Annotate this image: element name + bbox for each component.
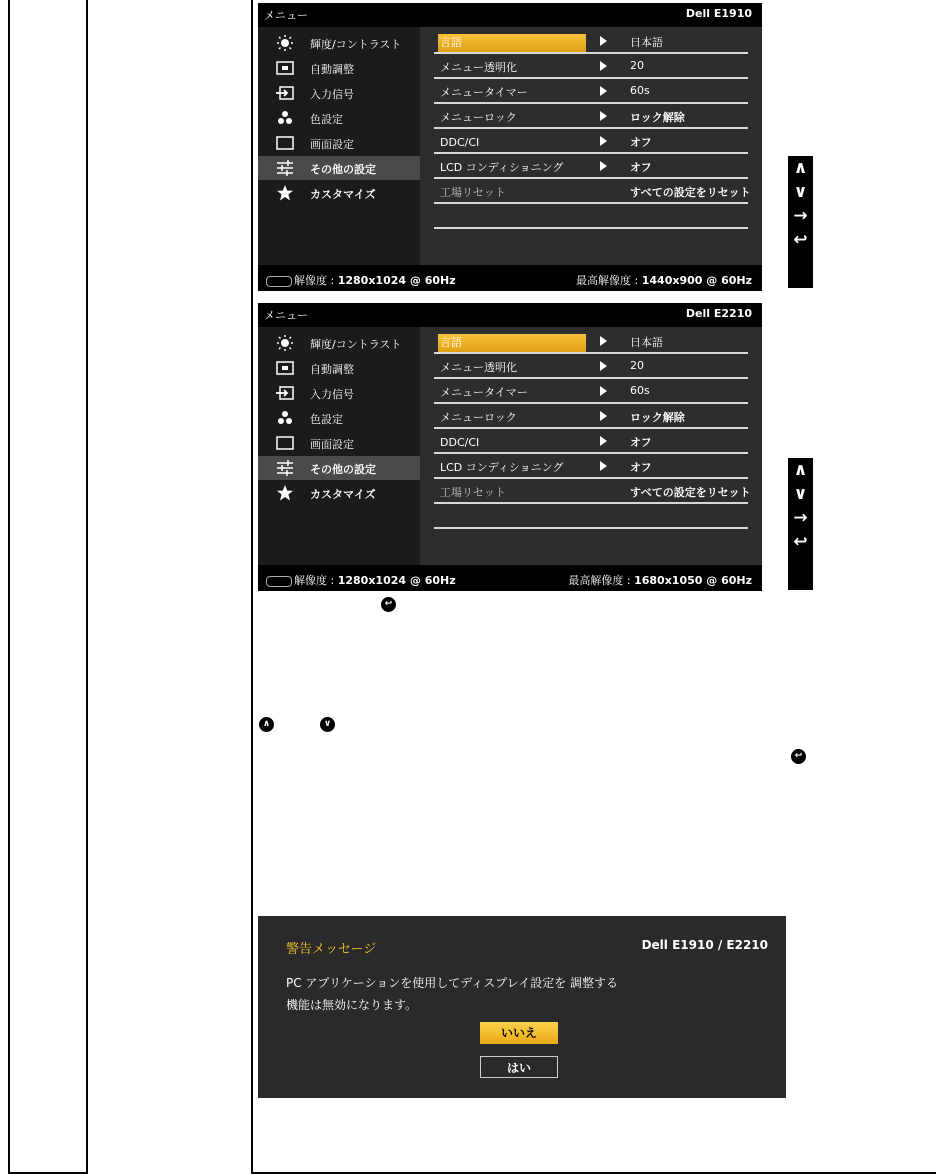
back-icon: ↩ xyxy=(791,749,806,764)
submenu-item-value: オフ xyxy=(630,161,652,174)
arrow-right-icon xyxy=(600,86,607,96)
menu-item-brightness[interactable] xyxy=(258,31,420,55)
down-arrow-icon[interactable]: ∨ xyxy=(793,484,808,504)
brightness-icon xyxy=(276,335,294,351)
menu-item-label: 画面設定 xyxy=(310,138,354,151)
max-resolution xyxy=(568,572,752,588)
warning-title: 警告メッセージ xyxy=(286,942,377,957)
submenu-item-label: 言語 xyxy=(438,334,586,352)
menu-item-label: 画面設定 xyxy=(310,438,354,451)
submenu-item[interactable] xyxy=(434,329,748,354)
arrow-right-icon xyxy=(600,436,607,446)
color-settings-icon xyxy=(276,410,294,426)
submenu-item-value: ロック解除 xyxy=(630,411,685,424)
submenu-item-label: LCD コンディショニング xyxy=(440,461,564,474)
menu-item-label: 輝度/コントラスト xyxy=(310,338,402,351)
arrow-right-icon xyxy=(600,336,607,346)
other-settings-icon xyxy=(276,160,294,176)
submenu-item-label: 工場リセット xyxy=(440,486,506,499)
max-resolution-value: 1680x1050 @ 60Hz xyxy=(634,574,752,587)
submenu-item[interactable] xyxy=(434,29,748,54)
submenu-item-value: オフ xyxy=(630,136,652,149)
submenu-item-label: メニュー透明化 xyxy=(440,61,517,74)
osd-main-menu xyxy=(258,327,420,565)
menu-item-other-settings[interactable] xyxy=(258,456,420,480)
arrow-right-icon xyxy=(600,461,607,471)
submenu-item-value: すべての設定をリセット xyxy=(630,486,751,499)
warning-message-line1: PC アプリケーションを使用してディスプレイ設定を 調整する xyxy=(286,976,619,990)
menu-item-auto-adjust[interactable] xyxy=(258,56,420,80)
submenu-item-label: メニュータイマー xyxy=(440,86,528,99)
submenu-item-value: ロック解除 xyxy=(630,111,685,124)
osd-submenu xyxy=(434,327,751,565)
table-border-col1 xyxy=(86,0,88,1174)
divider xyxy=(434,227,748,229)
current-resolution xyxy=(266,272,456,288)
resolution-label: 解像度 : xyxy=(294,274,338,287)
divider xyxy=(434,527,748,529)
submenu-item[interactable] xyxy=(434,454,748,479)
osd-submenu xyxy=(434,27,751,265)
no-button[interactable]: いいえ xyxy=(480,1022,558,1044)
down-arrow-icon: ∨ xyxy=(320,717,335,732)
submenu-item[interactable] xyxy=(434,54,748,79)
submenu-item[interactable] xyxy=(434,129,748,154)
submenu-item[interactable] xyxy=(434,429,748,454)
arrow-right-icon xyxy=(600,386,607,396)
menu-item-label: カスタマイズ xyxy=(310,488,376,501)
arrow-right-icon xyxy=(600,136,607,146)
menu-item-brightness[interactable] xyxy=(258,331,420,355)
menu-item-label: 自動調整 xyxy=(310,363,354,376)
submenu-item-value: 60s xyxy=(630,384,650,397)
display-settings-icon xyxy=(276,135,294,151)
menu-item-label: 入力信号 xyxy=(310,88,354,101)
up-arrow-icon[interactable]: ∧ xyxy=(793,460,808,480)
submenu-item-label: メニュー透明化 xyxy=(440,361,517,374)
arrow-right-icon xyxy=(600,36,607,46)
submenu-empty-row xyxy=(434,504,748,529)
submenu-item[interactable] xyxy=(434,479,751,504)
auto-adjust-icon xyxy=(276,360,294,376)
submenu-item-label: 工場リセット xyxy=(440,186,506,199)
submenu-item-label: メニューロック xyxy=(440,411,517,424)
max-resolution-label: 最高解像度 : xyxy=(576,274,642,287)
up-arrow-icon: ∧ xyxy=(259,717,274,732)
submenu-item[interactable] xyxy=(434,179,751,204)
star-icon xyxy=(276,485,294,501)
osd-menu-e2210 xyxy=(258,303,762,591)
submenu-item-label: メニュータイマー xyxy=(440,386,528,399)
down-arrow-icon[interactable]: ∨ xyxy=(793,182,808,202)
back-icon[interactable]: ↩ xyxy=(793,230,808,250)
monitor-button-strip xyxy=(788,458,813,590)
current-resolution xyxy=(266,572,456,588)
menu-item-other-settings[interactable] xyxy=(258,156,420,180)
vga-connector-icon xyxy=(266,576,292,587)
osd-title: メニュー xyxy=(264,9,308,22)
color-settings-icon xyxy=(276,110,294,126)
submenu-item-value: 日本語 xyxy=(630,336,663,349)
submenu-item[interactable] xyxy=(434,79,748,104)
right-arrow-icon[interactable]: → xyxy=(793,508,808,528)
menu-item-label: 入力信号 xyxy=(310,388,354,401)
menu-item-label: 色設定 xyxy=(310,413,343,426)
osd-header xyxy=(258,303,762,327)
right-arrow-icon[interactable]: → xyxy=(793,206,808,226)
menu-item-label: その他の設定 xyxy=(310,463,376,476)
submenu-item[interactable] xyxy=(434,354,748,379)
menu-item-star[interactable] xyxy=(258,481,420,505)
osd-header xyxy=(258,3,762,27)
vga-connector-icon xyxy=(266,276,292,287)
osd-footer xyxy=(258,265,762,291)
warning-message-line2: 機能は無効になります。 xyxy=(286,998,418,1012)
osd-model: Dell E2210 xyxy=(685,307,752,320)
monitor-button-strip xyxy=(788,156,813,288)
submenu-item-value: 60s xyxy=(630,84,650,97)
arrow-right-icon xyxy=(600,111,607,121)
table-border-left xyxy=(8,0,10,1174)
menu-item-label: 輝度/コントラスト xyxy=(310,38,402,51)
submenu-item[interactable] xyxy=(434,104,748,129)
osd-main-menu xyxy=(258,27,420,265)
max-resolution-value: 1440x900 @ 60Hz xyxy=(641,274,752,287)
menu-item-display-settings[interactable] xyxy=(258,431,420,455)
osd-title: メニュー xyxy=(264,309,308,322)
submenu-item-value: すべての設定をリセット xyxy=(630,186,751,199)
input-source-icon xyxy=(276,85,294,101)
submenu-item-label: DDC/CI xyxy=(440,436,480,449)
submenu-item[interactable] xyxy=(434,154,748,179)
arrow-right-icon xyxy=(600,411,607,421)
auto-adjust-icon xyxy=(276,60,294,76)
max-resolution xyxy=(576,272,752,288)
menu-item-color-settings[interactable] xyxy=(258,106,420,130)
menu-item-label: その他の設定 xyxy=(310,163,376,176)
resolution-value: 1280x1024 @ 60Hz xyxy=(337,274,456,287)
submenu-empty-row xyxy=(434,204,748,229)
osd-menu-e1910 xyxy=(258,3,762,291)
submenu-item-value: オフ xyxy=(630,436,652,449)
submenu-item-label: LCD コンディショニング xyxy=(440,161,564,174)
yes-button[interactable]: はい xyxy=(480,1056,558,1078)
arrow-right-icon xyxy=(600,61,607,71)
submenu-item-label: メニューロック xyxy=(440,111,517,124)
menu-item-input-source[interactable] xyxy=(258,381,420,405)
menu-item-color-settings[interactable] xyxy=(258,406,420,430)
warning-dialog xyxy=(258,916,786,1098)
menu-item-star[interactable] xyxy=(258,181,420,205)
menu-item-label: カスタマイズ xyxy=(310,188,376,201)
up-arrow-icon[interactable]: ∧ xyxy=(793,158,808,178)
other-settings-icon xyxy=(276,460,294,476)
display-settings-icon xyxy=(276,435,294,451)
submenu-item[interactable] xyxy=(434,404,748,429)
submenu-item-value: 20 xyxy=(630,359,644,372)
submenu-item-value: 日本語 xyxy=(630,36,663,49)
submenu-item-value: 20 xyxy=(630,59,644,72)
arrow-right-icon xyxy=(600,361,607,371)
submenu-item-value: オフ xyxy=(630,461,652,474)
table-border-col2 xyxy=(251,0,253,1174)
back-icon[interactable]: ↩ xyxy=(793,532,808,552)
menu-item-display-settings[interactable] xyxy=(258,131,420,155)
max-resolution-label: 最高解像度 : xyxy=(568,574,635,587)
osd-model: Dell E1910 xyxy=(685,7,752,20)
submenu-item-label: DDC/CI xyxy=(440,136,480,149)
menu-item-label: 自動調整 xyxy=(310,63,354,76)
resolution-label: 解像度 : xyxy=(294,574,338,587)
menu-item-label: 色設定 xyxy=(310,113,343,126)
input-source-icon xyxy=(276,385,294,401)
arrow-right-icon xyxy=(600,161,607,171)
resolution-value: 1280x1024 @ 60Hz xyxy=(337,574,456,587)
warning-model: Dell E1910 / E2210 xyxy=(641,938,768,952)
submenu-item[interactable] xyxy=(434,379,748,404)
submenu-item-label: 言語 xyxy=(438,34,586,52)
menu-item-input-source[interactable] xyxy=(258,81,420,105)
menu-item-auto-adjust[interactable] xyxy=(258,356,420,380)
osd-footer xyxy=(258,565,762,591)
brightness-icon xyxy=(276,35,294,51)
back-icon: ↩ xyxy=(381,597,396,612)
star-icon xyxy=(276,185,294,201)
